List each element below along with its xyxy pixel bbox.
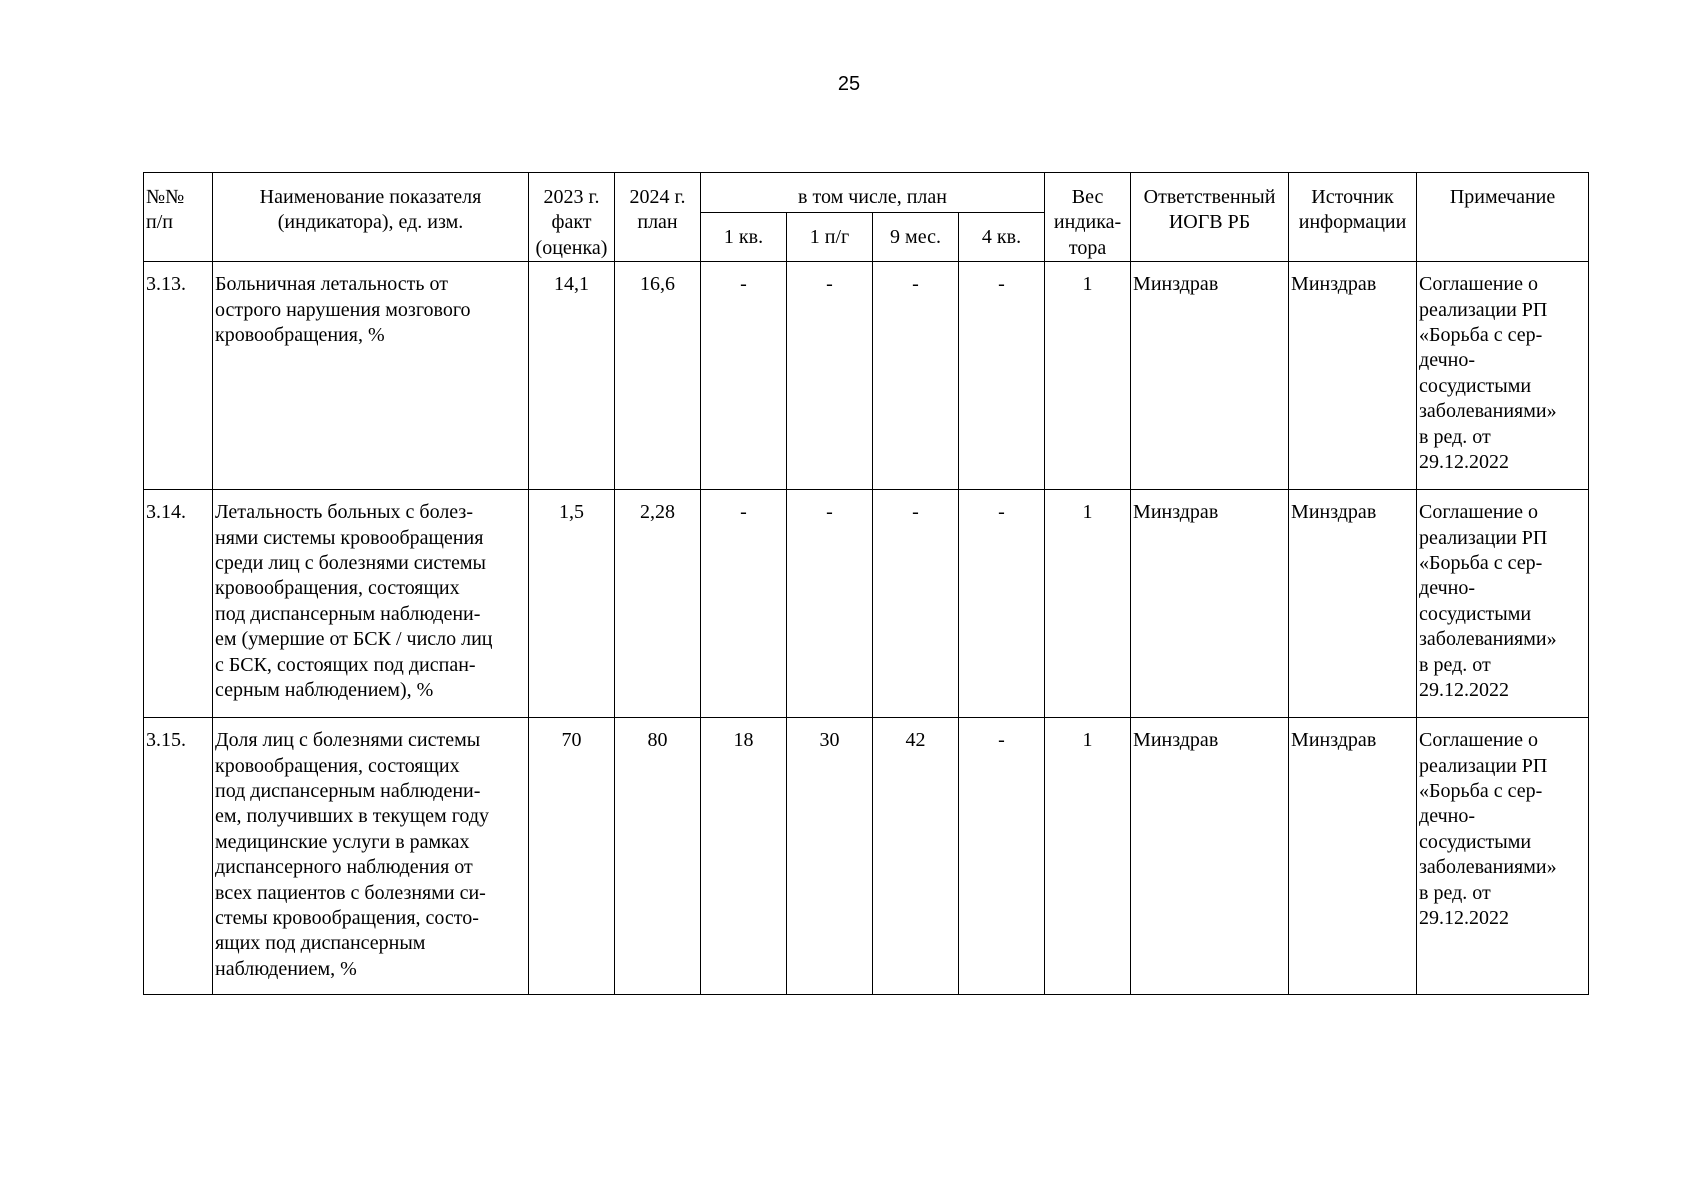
cell-q4: -	[959, 262, 1045, 490]
cell-q1: -	[701, 490, 787, 718]
cell-name: Больничная летальность от острого нарушения мозгового кровообращения, %	[213, 262, 529, 490]
cell-fact-2023: 14,1	[529, 262, 615, 490]
header-q1: 1 кв.	[701, 213, 787, 262]
page-number: 25	[837, 73, 861, 95]
cell-num: 3.15.	[144, 718, 213, 995]
header-q4: 4 кв.	[959, 213, 1045, 262]
cell-fact-2023: 70	[529, 718, 615, 995]
cell-responsible: Минздрав	[1131, 262, 1289, 490]
cell-q1: 18	[701, 718, 787, 995]
table-row	[144, 490, 1589, 718]
cell-9m: 42	[873, 718, 959, 995]
cell-weight: 1	[1045, 262, 1131, 490]
header-source: Источник информации	[1289, 173, 1417, 262]
header-weight: Вес индика- тора	[1045, 173, 1131, 262]
table-row	[144, 262, 1589, 490]
cell-q1: -	[701, 262, 787, 490]
cell-weight: 1	[1045, 718, 1131, 995]
cell-plan-2024: 80	[615, 718, 701, 995]
cell-responsible: Минздрав	[1131, 718, 1289, 995]
cell-source: Минздрав	[1289, 262, 1417, 490]
cell-note: Соглашение о реализации РП «Борьба с сер- дечно- сосудистыми заболеваниями» в ред. от 29.12.2022	[1417, 718, 1589, 995]
header-note: Примечание	[1417, 173, 1589, 262]
header-row	[144, 173, 1589, 213]
cell-h1: -	[787, 490, 873, 718]
header-h1: 1 п/г	[787, 213, 873, 262]
cell-note: Соглашение о реализации РП «Борьба с сер- дечно- сосудистыми заболеваниями» в ред. от 29.12.2022	[1417, 490, 1589, 718]
header-num: №№ п/п	[144, 173, 213, 262]
header-fact-2023: 2023 г. факт (оценка)	[529, 173, 615, 262]
header-responsible: Ответственный ИОГВ РБ	[1131, 173, 1289, 262]
cell-note: Соглашение о реализации РП «Борьба с сер- дечно- сосудистыми заболеваниями» в ред. от 29.12.2022	[1417, 262, 1589, 490]
cell-name: Летальность больных с болез- нями системы кровообращения среди лиц с болезнями системы кровообращения, состоящих под диспансерным наблюдени- ем (умершие от БСК / число лиц с БСК, состоящих под диспан- серным наблюдением), %	[213, 490, 529, 718]
cell-source: Минздрав	[1289, 718, 1417, 995]
cell-responsible: Минздрав	[1131, 490, 1289, 718]
cell-name: Доля лиц с болезнями системы кровообращения, состоящих под диспансерным наблюдени- ем, получивших в текущем году медицинские услуги в рамках диспансерного наблюдения от всех пациентов с болезнями си- стемы кровообращения, состо- ящих под диспансерным наблюдением, %	[213, 718, 529, 995]
cell-weight: 1	[1045, 490, 1131, 718]
table-body	[144, 262, 1589, 995]
table-row	[144, 718, 1589, 995]
header-9m: 9 мес.	[873, 213, 959, 262]
cell-q4: -	[959, 718, 1045, 995]
cell-source: Минздрав	[1289, 490, 1417, 718]
header-plan-2024: 2024 г. план	[615, 173, 701, 262]
cell-9m: -	[873, 262, 959, 490]
cell-plan-2024: 2,28	[615, 490, 701, 718]
cell-h1: -	[787, 262, 873, 490]
cell-9m: -	[873, 490, 959, 718]
cell-plan-2024: 16,6	[615, 262, 701, 490]
table-header	[144, 173, 1589, 262]
cell-num: 3.14.	[144, 490, 213, 718]
header-including-plan: в том числе, план	[701, 173, 1045, 213]
header-name: Наименование показателя (индикатора), ед. изм.	[213, 173, 529, 262]
cell-fact-2023: 1,5	[529, 490, 615, 718]
indicators-table	[143, 172, 1589, 995]
cell-h1: 30	[787, 718, 873, 995]
cell-num: 3.13.	[144, 262, 213, 490]
cell-q4: -	[959, 490, 1045, 718]
